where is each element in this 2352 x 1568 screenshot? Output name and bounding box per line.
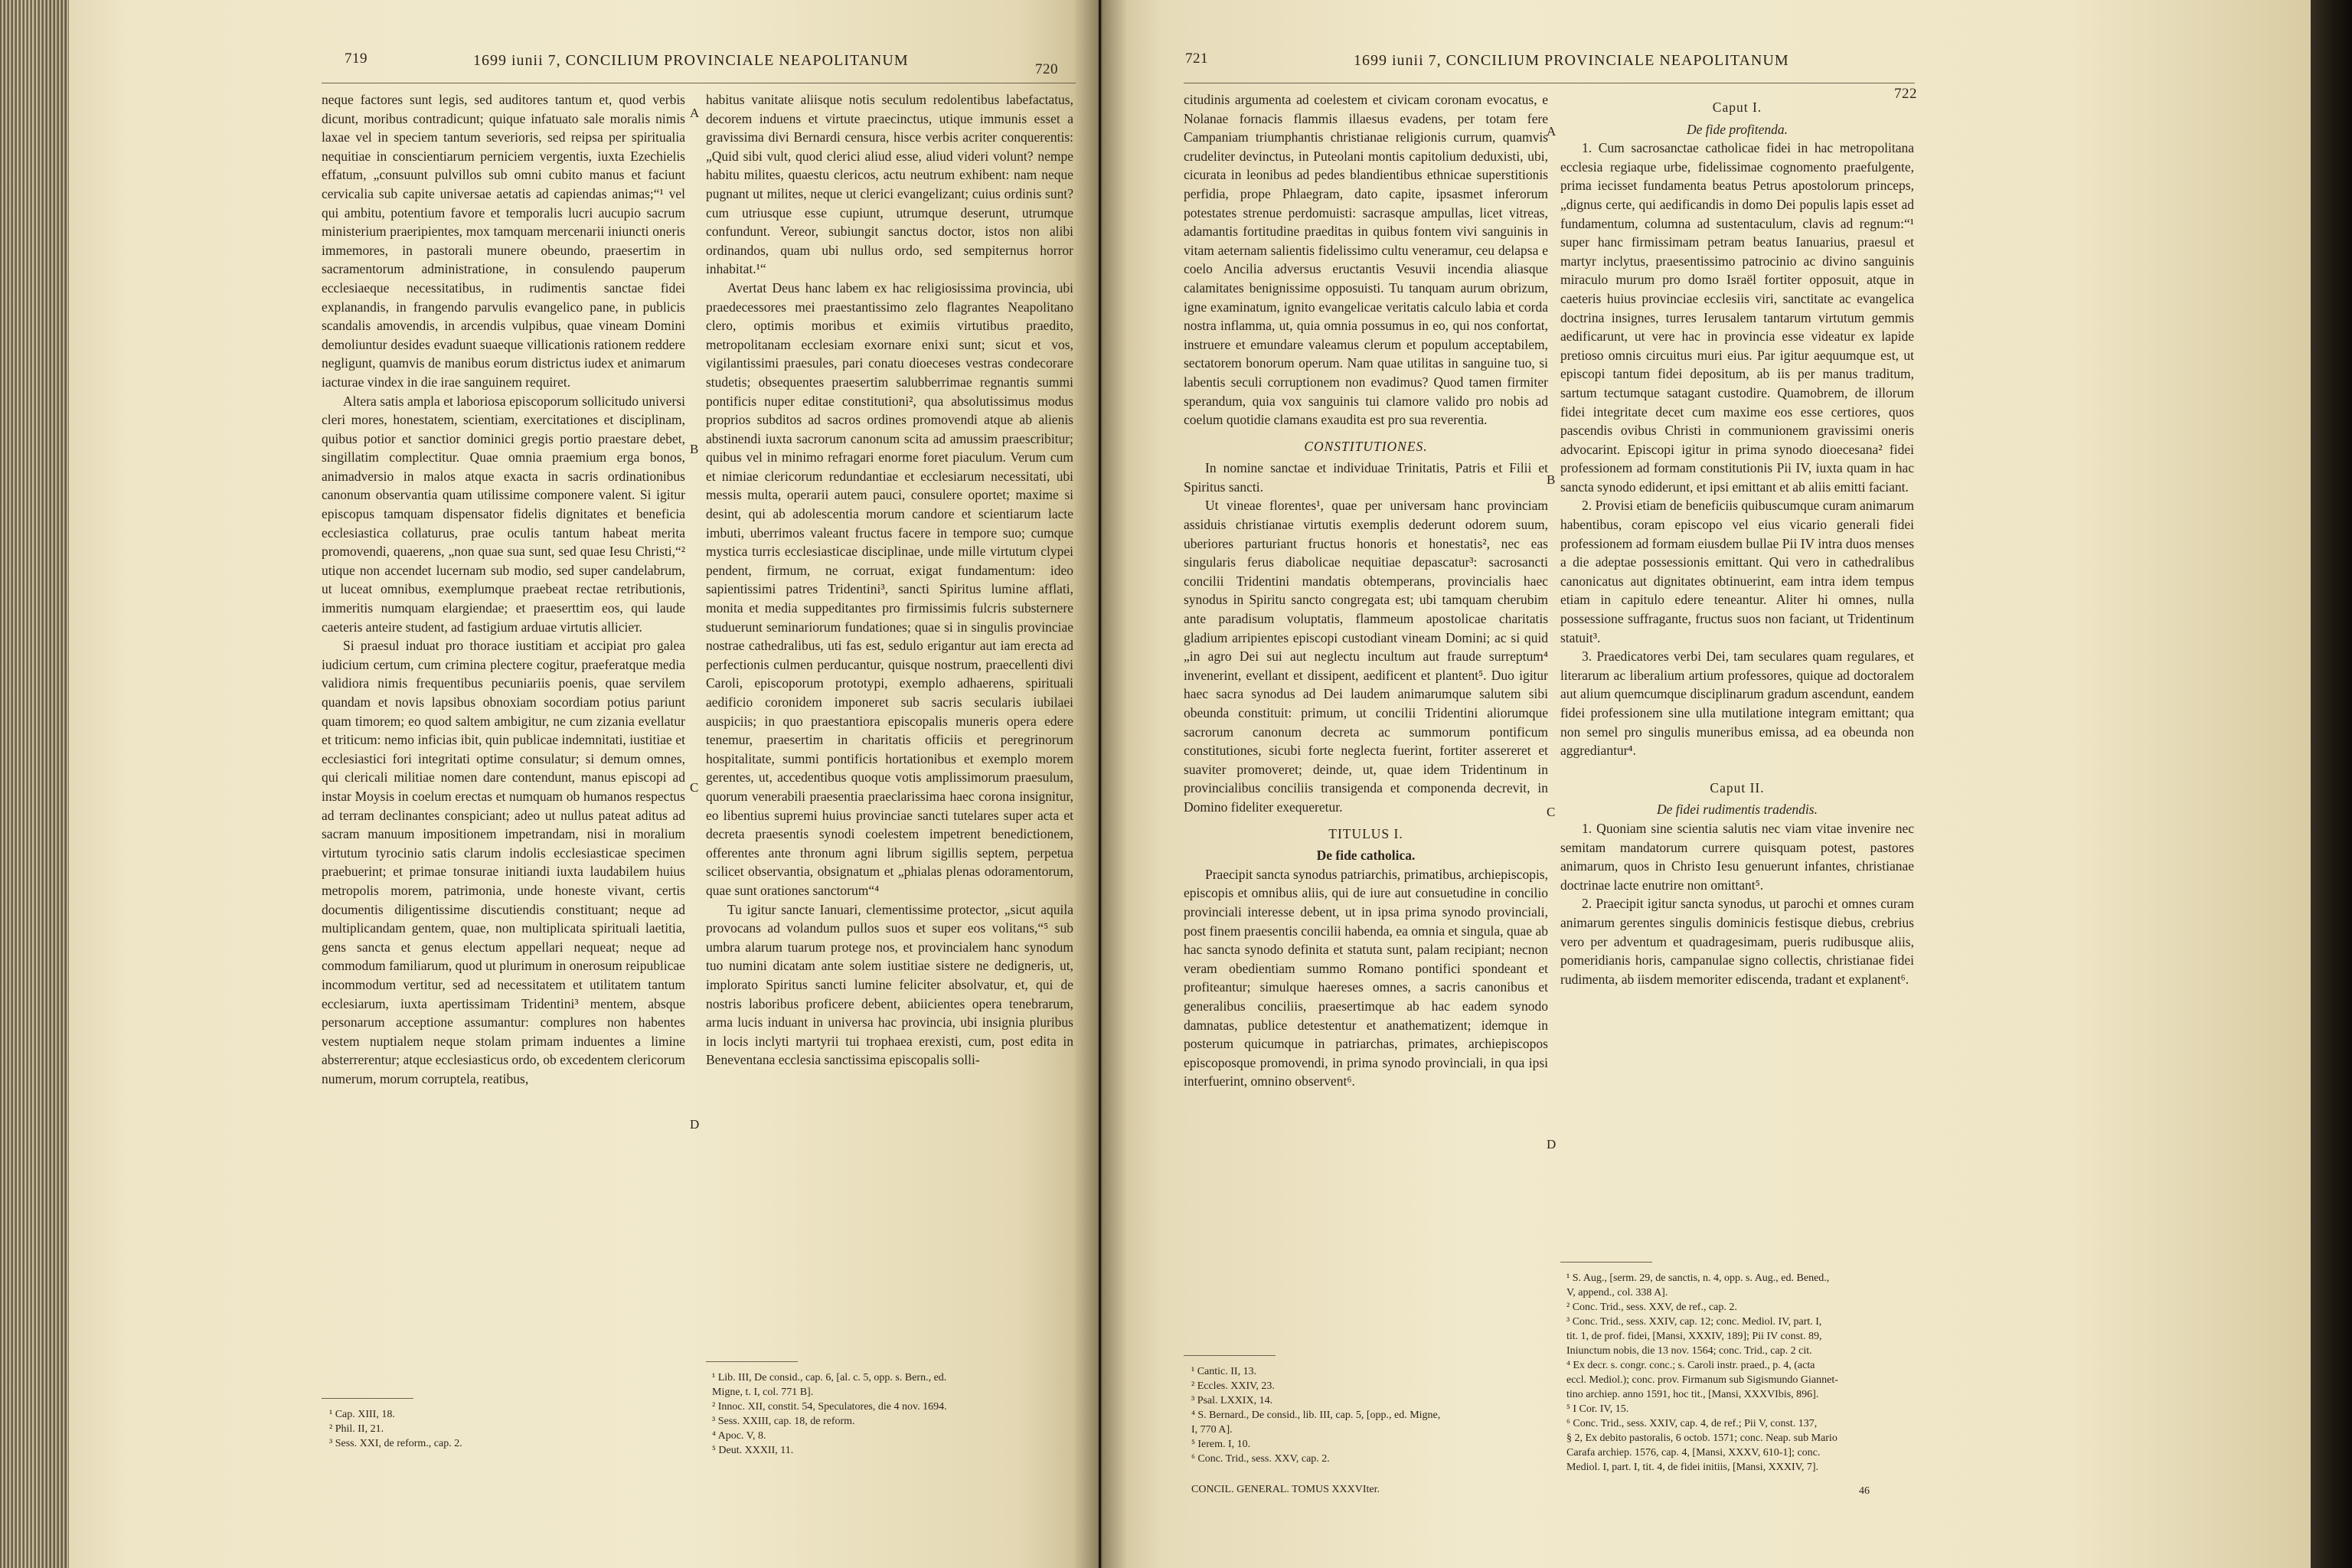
footnote: ¹ Cap. XIII, 18. (329, 1409, 395, 1420)
margin-letter: A (1547, 124, 1557, 139)
footnote: ³ Sess. XXIII, cap. 18, de reform. (712, 1416, 855, 1427)
footnote: V, append., col. 338 A]. (1566, 1287, 1668, 1298)
page-number: 722 (1894, 86, 1917, 102)
margin-letter: D (1547, 1137, 1557, 1152)
footnote: ⁴ Apoc. V, 8. (712, 1430, 766, 1442)
caput-heading: Caput II. (1710, 779, 1765, 795)
page-number: 721 (1185, 51, 1208, 67)
footnote: ⁴ Ex decr. s. congr. conc.; s. Caroli instr. praed., p. 4, (acta (1566, 1360, 1815, 1371)
footnote: ⁴ S. Bernard., De consid., lib. III, cap. 5, [opp., ed. Migne, (1191, 1410, 1441, 1421)
footnote: ⁶ Conc. Trid., sess. XXIV, cap. 4, de ref.; Pii V, const. 137, (1566, 1418, 1818, 1429)
left-page-header (69, 46, 1099, 84)
gathering-number: 46 (1859, 1485, 1870, 1497)
footnote: ² Phil. II, 21. (329, 1423, 384, 1435)
footnote-rule (1184, 1355, 1276, 1356)
right-page-header (1101, 46, 2311, 102)
footnote: tit. 1, de prof. fidei, [Mansi, XXXIV, 189]; Pii IV const. 89, (1566, 1331, 1822, 1342)
footnote: Iniunctum nobis, die 13 nov. 1564; conc. Trid., cap. 2 cit. (1566, 1345, 1812, 1357)
caput-subheading: De fidei rudimentis tradendis. (1657, 802, 1818, 818)
page-number: 720 (1035, 61, 1058, 77)
footnote: ² Innoc. XII, constit. 54, Speculatores, die 4 nov. 1694. (712, 1401, 947, 1413)
running-title: 1699 iunii 7, CONCILIUM PROVINCIALE NEAPOLITANUM (1354, 52, 1789, 69)
footnote: ¹ S. Aug., [serm. 29, de sanctis, n. 4, opp. s. Aug., ed. Bened., (1566, 1272, 1830, 1284)
footnotes-column-2 (1566, 1271, 1838, 1475)
footnote: Migne, t. I, col. 771 B]. (712, 1387, 814, 1398)
footnote: Mediol. I, part. I, tit. 4, de fidei initiis, [Mansi, XXXIV, 7]. (1566, 1462, 1819, 1473)
text-column-2 (706, 90, 1073, 1070)
caput-heading: Caput I. (1712, 100, 1762, 115)
footnote: ³ Sess. XXI, de reform., cap. 2. (329, 1438, 462, 1449)
footnote: I, 770 A]. (1191, 1424, 1233, 1436)
margin-letter: C (1547, 805, 1556, 819)
footnote-rule (706, 1361, 798, 1362)
titulus-subheading: De fide catholica. (1316, 848, 1416, 864)
footnote: tino archiep. anno 1591, hoc tit., [Mansi, XXXVIbis, 896]. (1566, 1389, 1819, 1400)
section-heading: CONSTITUTIONES. (1304, 438, 1428, 454)
paragraph: habitus vanitate aliisque notis seculum redolentibus labefactatus, decorem induens et virtute praecinctus, utique immunis esset a gravissima divi Bernardi censura, hisce verbis acriter conquerentis: „Quid sibi vult, quod clerici aliud esse, aliud videri volunt? nempe habitu milites, quaestu clericos, actu neutrum exhibent: nam neque pugnant ut milites, neque ut clerici evangelizant; cuius ordinis sunt? cum utriusque esse cupiunt, utrumque deserunt, utrumque confundunt. Vereor, subiungit sanctus doctor, istos non alibi ordinandos, quam ubi nullus ordo, sed sempiternus horror inhabitat.¹“ (706, 92, 1073, 277)
left-page (69, 0, 1099, 1568)
right-page (1101, 0, 2311, 1568)
signature-mark: CONCIL. GENERAL. TOMUS XXXVIter. (1191, 1484, 1380, 1495)
footnote: § 2, Ex debito pastoralis, 6 octob. 1571; conc. Neap. sub Mario (1566, 1432, 1838, 1444)
paragraph: Praecipit sancta synodus patriarchis, primatibus, archiepiscopis, episcopis et omnibus aliis, qui de iure aut consuetudine in concilio provinciali interesse debent, ut in ipsa prima synodo provinciali, post finem praesentis concilii habenda, ea omnia et singula, quae ab hac sancta synodo definita et statuta sunt, palam recipiant; necnon veram obedientiam summo Romano pontifici spondeant et profiteantur; simulque haereses omnes, a sacris canonibus et generalibus conciliis, praesertimque ab hac eadem synodo damnatas, publice detestentur et anathematizent; idemque in posterum quicumque in patriarchas, primates, archiepiscopos episcoposque promovendi, in prima synodo provinciali, in qua ipsi interfuerint, omnino observent⁶. (1184, 866, 1548, 1089)
paragraph: neque factores sunt legis, sed auditores tantum et, quod verbis dicunt, moribus contradicunt; quique infatuato sale moralis nimis laxae vel in speciem tantum severioris, sed reipsa per spiritualia nequitiae in conscientiarum perniciem vergentis, iuxta Ezechielis effatum, „consuunt pulvillos sub omni cubito manus et faciunt cervicalia sub capite universae aetatis ad capiendas animas;“¹ vel qui ambitu, potentium favore et temporalis lucri aucupio sacrum ministerium praeripientes, mox tamquam mercenarii iniuncti oneris immemores, in pastorali munere obeundo, praesertim in sacramentorum administratione, in consulendo pauperum ecclesiaeque necessitatibus, in rudimentis sanctae fidei explanandis, in frangendo parvulis evangelico pane, in publicis scandalis amovendis, in arcendis vulpibus, quae vineam Domini demoliuntur desides evadunt suaeque villicationis rationem reddere negligunt, quamvis de manibus eorum districtus iudex et animarum iacturae vindex in die irae sanguinem requiret. (322, 92, 685, 390)
footnote: ² Conc. Trid., sess. XXV, de ref., cap. 2. (1566, 1302, 1737, 1313)
page-number: 719 (345, 51, 368, 67)
paragraph: Ut vineae florentes¹, quae per universam hanc provinciam assiduis christianae virtutis exemplis dederunt odorem suum, uberiores parturiant fructus honoris et honestatis², nec eas singularis ferus diabolicae nequitiae depascatur³: sacrosancti concilii Tridentini mandatis obtemperans, provincialis haec synodus in Spiritu sancto congregata est; ubi tamquam cherubim ante paradisum voluptatis, flammeum apostolicae charitatis gladium arripientes episcopi custodiant vineam Domini; ac si quid „in agro Dei sui aut neglectu incultum aut fraude surreptum⁴ invenerint, evellant et dissipent, aedificent et plantent⁵. Duo igitur haec sacra synodus ad Dei laudem animarumque salutem sibi obeunda constituit: primum, ut concilii Tridentini aliorumque sacrorum canonum decreta ac summorum pontificum constitutiones, sicubi forte neglecta fuerint, fortiter assereret et suaviter promoveret; deinde, ut, quae idem Tridentinum in provincialibus conciliis transigenda et componenda decrevit, in Domino fideliter exequeretur. (1184, 498, 1548, 815)
footnote: ⁵ Ierem. I, 10. (1191, 1439, 1251, 1450)
text-column-2 (1560, 90, 1914, 988)
margin-letter: C (690, 780, 699, 795)
footnotes-column-1 (329, 1407, 462, 1451)
paragraph: 2. Praecipit igitur sancta synodus, ut parochi et omnes curam animarum gerentes singulis dominicis festisque diebus, crebrius vero per adventum et quadragesimam, pueris rudibusque aliis, pomeridianis horis, campanulae signo collectis, christianae fidei rudimenta, ab iisdem memoriter ediscenda, tradant et explanent⁶. (1560, 896, 1914, 987)
footnote: eccl. Mediol.); conc. prov. Firmanum sub Sigismundo Giannet- (1566, 1374, 1838, 1386)
margin-letter: B (690, 442, 699, 456)
paragraph: 2. Provisi etiam de beneficiis quibuscumque curam animarum habentibus, coram episcopo vel eius vicario generali fidei professionem ad formam eiusdem bullae Pii IV intra duos menses a die adeptae possessionis emittant. Qui vero in cathedralibus canonicatus aut dignitates obtinuerint, eam intra idem tempus etiam in capitulo edere teneantur. Aliter hi omnes, nulla possessione suffragante, fructus suos non faciant, ut Tridentinum statuit³. (1560, 498, 1914, 645)
paragraph: 1. Cum sacrosanctae catholicae fidei in hac metropolitana ecclesia regiaque urbe, fidelissimae cognomento praefulgente, prima iecisset fundamenta beatus Petrus apostolorum princeps, „dignus certe, qui aedificandis in domo Dei populis lapis esset ad fundamentum, columna ad sustentaculum, clavis ad regnum:“¹ super hanc firmissimam petram beatus Ianuarius, praesul et martyr inclytus, praesentissimo patrocinio ac divino sanguinis miraculo murum pro domo Israël fortiter opposuit, atque in caeteris huius provinciae ecclesiis viri, sanctitate ac evangelica doctrina insignes, turres Ierusalem tantarum virtutum gemmis aedificarunt, ut vere hac in provincia esse videatur ex lapide pretioso omnis circuitus muri eius. Par igitur aequumque est, ut episcopi tantum fidei depositum, ab iis per manus traditum, sartum tectumque satagant custodire. Quamobrem, de illorum fidei integritate decet cum maxime eos esse certiores, quos pascendis ovibus Christi in communionem gravissimi oneris advocarint. Episcopi igitur in prima synodo dioecesana² fidei professionem ad formam constitutionis Pii IV, iuxta quam in hac sancta synodo ediderunt, et ipsi emittant et ab aliis emitti faciant. (1560, 140, 1914, 495)
text-column-1 (322, 90, 685, 1088)
footnote: Carafa archiep. 1576, cap. 4, [Mansi, XXXV, 610-1]; conc. (1566, 1447, 1821, 1459)
caput-subheading: De fide profitenda. (1686, 121, 1788, 137)
footnote: ¹ Cantic. II, 13. (1191, 1366, 1257, 1377)
footnote: ⁶ Conc. Trid., sess. XXV, cap. 2. (1191, 1453, 1330, 1465)
footnote: ³ Conc. Trid., sess. XXIV, cap. 12; conc. Mediol. IV, part. I, (1566, 1316, 1822, 1328)
footnote-rule (1560, 1262, 1652, 1263)
footnote: ¹ Lib. III, De consid., cap. 6, [al. c. 5, opp. s. Bern., ed. (712, 1372, 947, 1383)
footnote: ⁵ Deut. XXXII, 11. (712, 1445, 794, 1456)
paragraph: Tu igitur sancte Ianuari, clementissime protector, „sicut aquila provocans ad volandum pullos suos et super eos volitans,“⁵ sub umbra alarum tuarum protege nos, et provincialem hanc synodum tuo numini dicatam ante solem iustitiae sistere ne dedigneris, ut, implorato Spiritus sancti lumine feliciter absolvatur, et, qui de nostris laboribus proficere debent, abiicientes opera tenebrarum, arma lucis induant in universa hac provincia, ubi insignia pluribus in locis inclyti martyrii tui trophaea erexisti, cum, post edita in Beneventana ecclesia sanctissima episcopalis solli- (706, 901, 1073, 1068)
footnote: ⁵ I Cor. IV, 15. (1566, 1403, 1629, 1415)
margin-letter: A (690, 106, 700, 120)
page-edges-right (2306, 0, 2352, 1568)
footnote-rule (322, 1398, 413, 1399)
paragraph: Si praesul induat pro thorace iustitiam et accipiat pro galea iudicium certum, cum crimina plectere cogitur, praeferatque media validiora nimis frequentibus pecuniariis poenis, quae servilem quandam et novis lapsibus obnoxiam socordiam potius pariunt quam timorem; eo quod saltem ambigitur, ne cum zizania evellatur et triticum: nemo inficias ibit, quin publicae indemnitati, iustitiae et ecclesiastici fori integritati optime consulatur; si demum omnes, qui clericali militiae nomen dare contendunt, manus episcopi ad instar Moysis in coelum erectas et numquam ob humanos respectus ad terram declinantes conspiciant; adeo ut nullus pateat aditus ad sacram manuum impositionem impetrandam, nisi in moralium virtutum tyrocinio satis clarum indolis ecclesiasticae specimen praebuerint; et primae tonsurae initiandi iuxta laudabilem huius metropolis morem, patrimonia, unde honeste vivant, certis documentis diligentissime discutiendis constituant; neque ad multiplicandam gentem, quae, non multiplicata spirituali laetitia, gens sancta et genus electum appellari nequeat; neque ad commodum familiarum, quod ut plurimum in onerosum reipublicae incommodum vertitur, sed ad necessitatem et utilitatem tantum ecclesiarum, iuxta apertissimam Tridentini³ mentem, absque personarum acceptione assumantur: complures non habentes vestem nuptialem neque stolam primam induentes a limine absterrerentur; atque ecclesiasticus ordo, ob excedentem clericorum numerum, morum corruptela, reatibus, (322, 638, 685, 1086)
footnotes-column-1 (1191, 1364, 1440, 1466)
footnotes-column-2 (712, 1370, 947, 1458)
footnote: ³ Psal. LXXIX, 14. (1191, 1395, 1273, 1406)
footnote: ² Eccles. XXIV, 23. (1191, 1380, 1275, 1392)
margin-letter: D (690, 1117, 700, 1132)
margin-letter: B (1547, 472, 1556, 487)
paragraph: Altera satis ampla et laboriosa episcoporum sollicitudo universi cleri mores, honestatem, scientiam, exercitationes et disciplinam, quibus potior et sanctior dominici gregis portio praestare debet, singillatim complectitur. Quae omnia praemium erga bonos, animadversio in malos atque exacta in sacris ordinationibus canonum observantia quam utilissime componere valent. Si igitur episcopus tamquam dispensator fidelis dignitates et beneficia ecclesiastica collaturus, prae oculis tantum habeat merita promovendi, quaerens, „non quae sua sunt, sed quae Iesu Christi,“² utique non accendet lucernam sub modio, sed super candelabrum, ut luceat omnibus, exemplumque praebeat rectae retributionis, immeritis numquam elargiendae; et praeserttim eos, qui laude caeteris anteire student, ad fastigium arduae virtutis allicieт. (322, 393, 685, 635)
spacer (1560, 760, 1914, 771)
paragraph: Avertat Deus hanc labem ex hac religiosissima provincia, ubi praedecessores mei praestantissimo zelo flagrantes Neapolitano clero, optimis moribus et eximiis virtutibus praedito, metropolitanam ecclesiam exornare enixi sunt; sicut et vos, vigilantissimi praesules, pari conatu dioeceses vestras condecorare studetis; obsequentes praesertim salubberrimae regnantis summi pontificis nuper editae constitutioni², qua absolutissimus modus proprios subditos ad sacros ordines promovendi atque ab alienis abstinendi iuxta sacrorum canonum scita ad amussim praescribitur; quibus vel in minimo refragari enorme foret piaculum. Verum cum et nimiae clericorum redundantiae et ecclesiarum necessitati, ubi messis multa, operarii autem pauci, consulere oportet; maxime si desint, qui ab adolescentia morum candore et scientiarum lacte imbuti, uberrimos valeant fructus facere in tempore suo; cumque mystica turris ecclesiasticae disciplinae, unde mille virtutum clypei pendent, firmum, ne corruat, exigat fundamentum: ideo sapientissimi patres Tridentini³, sancti Spiritus lumine afflati, monita et media suppeditantes pro firmissimis fulcris substernere studuerunt seminariorum fundationes; quae si in singulis provinciae nostrae cathedralibus, uti fas est, sedulo erigantur aut iam erecta ad perfectionis culmen perducantur, quisque nostrum, praecellenti divi Caroli, episcoporum prototypi, exemplo adhaerens, spirituali aedificio coronidem imponeret sub sacris secularis iubilaei auspiciis; in quo praestantiora episcopalis muneris opera edere tenemur, praesertim in charitatis officiis et peregrinorum hospitalitate, summi pontificis hortationibus et exemplo morem gerentes, ut, accedentibus quoque votis amplissimorum praesulum, quorum venerabili praesentia praeclarissima haec corona insignitur, eo libentius supremi huius provinciae sancti tutelares super acta et decreta praesentis synodi coelestem impetrent benedictionem, offerentes ante thronum agni librum sigillis septem, perpetua scilicet observantia, obsignatum et „phialas plenas odoramentorum, quae sunt orationes sanctorum“⁴ (706, 279, 1073, 898)
titulus-heading: TITULUS I. (1328, 825, 1403, 841)
text-column-1 (1184, 90, 1548, 1091)
paragraph: citudinis argumenta ad coelestem et civicam coronam evocatus, e Nolanae fornacis flammis illaesus evadens, per totam fere Campaniam triumphantis christianae religionis currum, quamvis crudeliter devinctus, in Puteolani montis capitolium deduxisti, ubi, cicurata in leonibus ad pedes blandientibus ethnicae superstitionis perfidia, prope Phlaegram, dato capite, ipsasmet inferorum potestates strenue perdomuisti: sacrasque ampullas, licet vitreas, adamantis fortitudine praeditas in quibus fontem vivi sanguinis in vitam aeternam salientis fidelissimo cultu veneramur, ceu delapsa e coelo Ancilia adversus eructantis Vesuvii incendia aliasque calamitates benignissime opposuisti. Tu tanquam aurum obrizum, igne examinatum, ignito evangelicae veritatis calculo labia et corda nostra inflamma, ut, quia omnia possumus in eo, qui nos confortat, instruere et emundare valeamus clerum et populum acceptabilem, sectatorem bonorum operum. Nam quae utilitas in sanguine tuo, si labentis seculi corruptionem non evadimus? Quod tamen firmiter sperandum, quia vox sanguinis tui clamore valido pro nobis ad coelum quotidie clamans exaudita est pro sua reverentia. (1184, 92, 1548, 428)
page-edges-left (0, 0, 69, 1568)
paragraph: In nomine sanctae et individuae Trinitatis, Patris et Filii et Spiritus sancti. (1184, 460, 1548, 495)
paragraph: 1. Quoniam sine scientia salutis nec viam vitae invenire nec semitam mandatorum currere quisquam potest, pastores animarum, quos in Christo Iesu genuerunt infantes, christianae doctrinae lacte enutrire non omittant⁵. (1560, 820, 1914, 893)
running-title: 1699 iunii 7, CONCILIUM PROVINCIALE NEAPOLITANUM (473, 52, 909, 69)
paragraph: 3. Praedicatores verbi Dei, tam seculares quam regulares, et literarum ac liberalium artium professores, quique ad doctoralem aut alium quemcumque disciplinarum gradum ascendunt, eandem fidei professionem sine ulla mutilatione integram emittant; qua non semel pro singulis muneribus emissa, ad ea obeunda non aggrediantur⁴. (1560, 648, 1914, 759)
